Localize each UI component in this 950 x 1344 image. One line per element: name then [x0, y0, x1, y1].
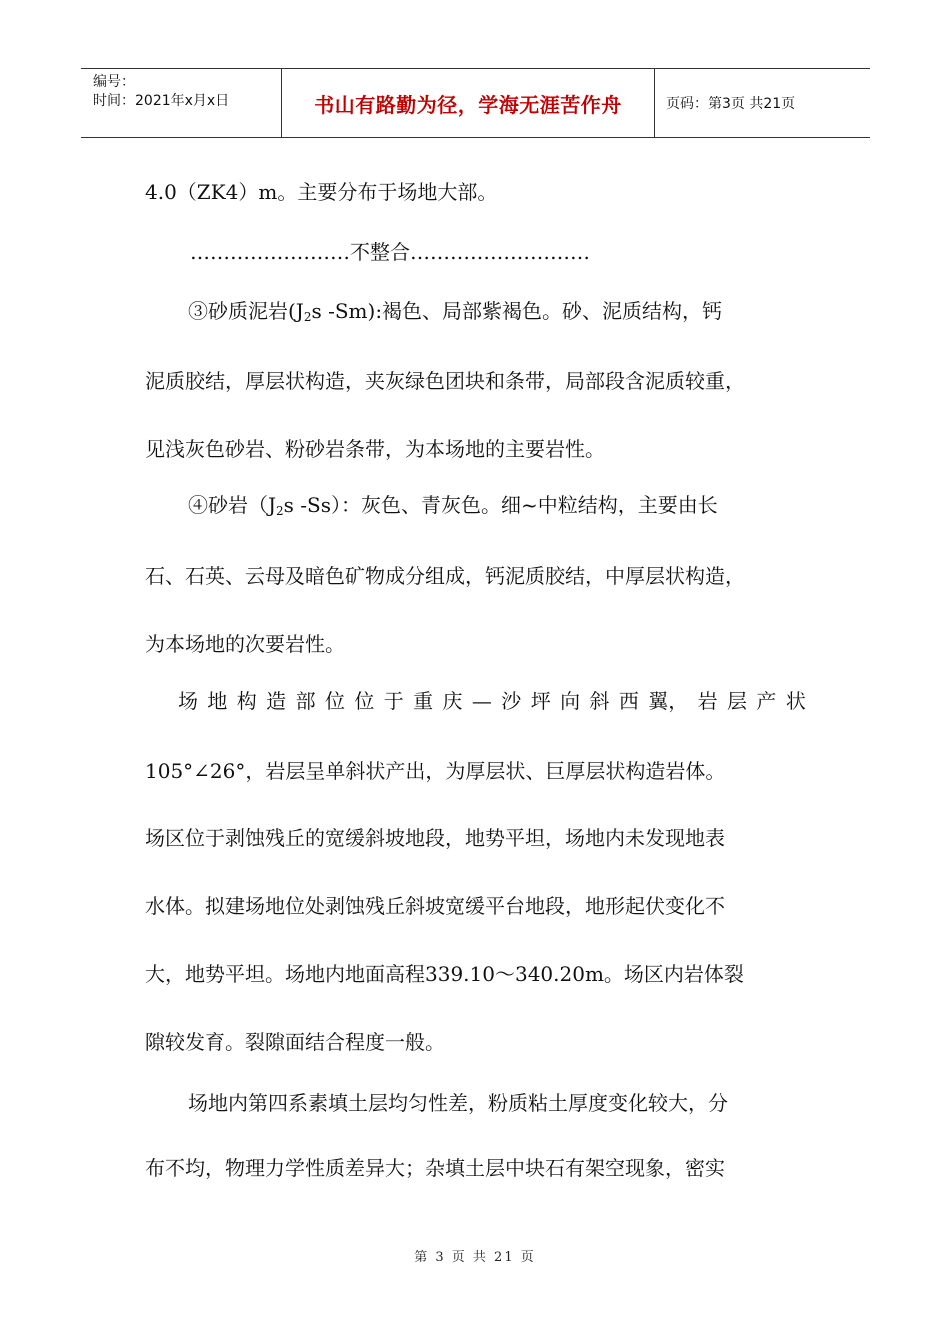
spaced-char: 西: [618, 689, 639, 713]
spaced-char: 造: [266, 689, 287, 713]
body-line-4: 泥质胶结，厚层状构造，夹灰绿色团块和条带，局部段含泥质较重，: [145, 369, 745, 393]
body-line-11: 场区位于剥蚀残丘的宽缓斜坡地段，地势平坦，场地内未发现地表: [145, 826, 725, 850]
document-time: 时间：2021年x月x日: [93, 93, 230, 109]
spaced-char: 翼，: [648, 689, 689, 713]
body-line-8: 为本场地的次要岩性。: [145, 632, 345, 656]
spaced-char: 层: [727, 689, 748, 713]
unconformity-line: ……………………不整合………………………: [190, 240, 590, 264]
spaced-char: 产: [756, 689, 777, 713]
body-line-14: 隙较发育。裂隙面结合程度一般。: [145, 1030, 445, 1054]
spaced-char: 位: [354, 689, 375, 713]
body-line-5: 见浅灰色砂岩、粉砂岩条带，为本场地的主要岩性。: [145, 437, 605, 461]
body-line-16: 布不均，物理力学性质差异大；杂填土层中块石有架空现象，密实: [145, 1156, 725, 1180]
spaced-char: 部: [295, 689, 316, 713]
spaced-char: 坪: [530, 689, 551, 713]
body-line-15: 场地内第四系素填土层均匀性差，粉质粘土厚度变化较大，分: [188, 1091, 728, 1115]
document-number-label: 编号：: [93, 74, 135, 90]
header-meta: [81, 69, 282, 137]
text-span: s -Ss）：灰色、青灰色。细~中粒结构，主要由长: [283, 493, 718, 517]
spaced-char: —: [471, 689, 492, 713]
spaced-char: 斜: [589, 689, 610, 713]
spaced-char: 状: [785, 689, 806, 713]
body-line-6: [188, 492, 718, 524]
spaced-char: 重: [413, 689, 434, 713]
spaced-char: 位: [324, 689, 345, 713]
page-header: [81, 68, 870, 138]
spaced-char: 场: [178, 689, 198, 713]
spaced-char: 构: [236, 689, 257, 713]
page-footer: 第 3 页 共 21 页: [414, 1250, 536, 1265]
subscript: 2: [276, 504, 284, 518]
body-line-13: 大，地势平坦。场地内地面高程339.10～340.20m。场区内岩体裂: [145, 962, 744, 986]
header-page-info: 页码：第3页 共21页: [666, 96, 796, 112]
spaced-char: 庆: [442, 689, 463, 713]
spaced-char: 于: [383, 689, 404, 713]
spaced-char: 岩: [697, 689, 718, 713]
spaced-char: 向: [560, 689, 581, 713]
body-line-1: 4.0（ZK4）m。主要分布于场地大部。: [145, 180, 498, 204]
text-span: ④砂岩（J: [188, 493, 277, 517]
text-span: ③砂质泥岩(J: [188, 299, 304, 323]
spaced-char: 沙: [501, 689, 522, 713]
body-line-12: 水体。拟建场地位处剥蚀残丘斜坡宽缓平台地段，地形起伏变化不: [145, 894, 725, 918]
header-motto: 书山有路勤为径，学海无涯苦作舟: [282, 69, 655, 137]
body-line-9: [178, 688, 806, 714]
body-line-7: 石、石英、云母及暗色矿物成分组成，钙泥质胶结，中厚层状构造，: [145, 564, 745, 588]
spaced-char: 地: [207, 689, 228, 713]
text-span: s -Sm):褐色、局部紫褐色。砂、泥质结构，钙: [311, 299, 723, 323]
subscript: 2: [303, 310, 312, 324]
body-line-3: [188, 298, 722, 330]
body-line-10: 105°∠26°，岩层呈单斜状产出，为厚层状、巨厚层状构造岩体。: [145, 759, 726, 783]
